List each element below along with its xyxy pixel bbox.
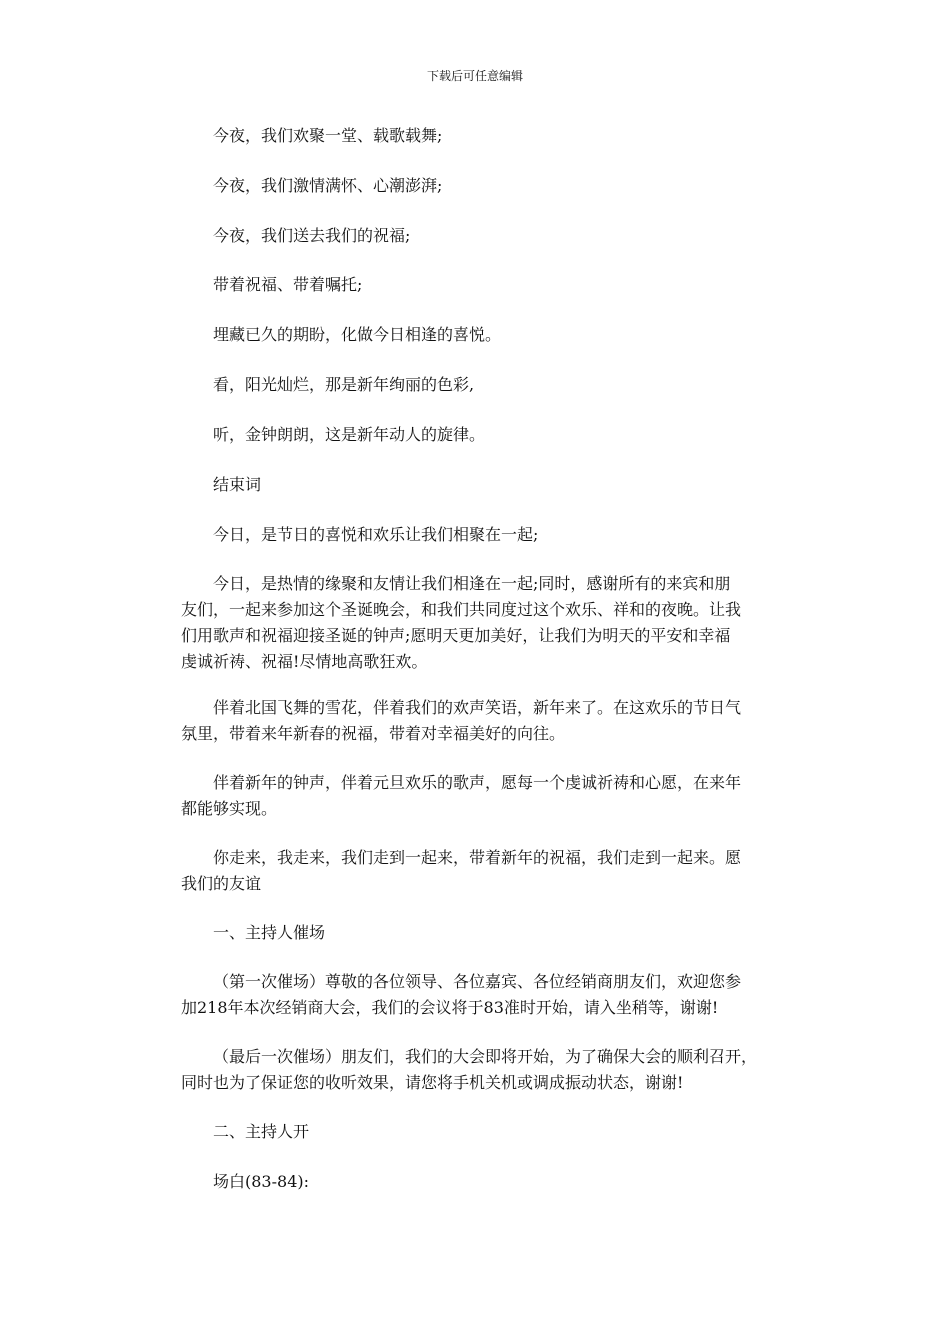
- text-line: 看，阳光灿烂，那是新年绚丽的色彩,: [213, 375, 475, 394]
- text-line: （最后一次催场）朋友们，我们的大会即将开始，为了确保大会的顺利召开，: [213, 1047, 758, 1066]
- paragraph-5: [181, 322, 781, 348]
- paragraph-11: [181, 695, 781, 747]
- paragraph-15: [181, 969, 781, 1021]
- text-line: 今夜，我们欢聚一堂、载歌载舞;: [213, 126, 443, 145]
- text-line: 场白(83-84):: [213, 1172, 310, 1191]
- text-line: （第一次催场）尊敬的各位领导、各位嘉宾、各位经销商朋友们，欢迎您参: [213, 972, 742, 991]
- text-line: 今夜，我们激情满怀、心潮澎湃;: [213, 176, 443, 195]
- section-heading-host-call: [181, 920, 781, 946]
- text-line: 伴着北国飞舞的雪花，伴着我们的欢声笑语，新年来了。在这欢乐的节日气: [213, 698, 742, 717]
- text-line: 加218年本次经销商大会，我们的会议将于83准时开始，请入坐稍等，谢谢!: [181, 998, 719, 1017]
- text-line: 我们的友谊: [181, 874, 262, 893]
- text-line: 同时也为了保证您的收听效果，请您将手机关机或调成振动状态，谢谢!: [181, 1073, 684, 1092]
- text-line: 今日，是节日的喜悦和欢乐让我们相聚在一起;: [213, 525, 539, 544]
- paragraph-9: [181, 522, 781, 548]
- paragraph-13: [181, 845, 781, 897]
- text-line: 带着祝福、带着嘱托;: [213, 275, 363, 294]
- text-line: 伴着新年的钟声，伴着元旦欢乐的歌声，愿每一个虔诚祈祷和心愿，在来年: [213, 773, 742, 792]
- text-line: 今夜，我们送去我们的祝福;: [213, 226, 411, 245]
- text-line: 们用歌声和祝福迎接圣诞的钟声;愿明天更加美好，让我们为明天的平安和幸福: [181, 626, 731, 645]
- text-line: 虔诚祈祷、祝福!尽情地高歌狂欢。: [181, 652, 428, 671]
- paragraph-3: [181, 223, 781, 249]
- text-line: 今日，是热情的缘聚和友情让我们相逢在一起;同时，感谢所有的来宾和朋: [213, 574, 731, 593]
- paragraph-18: [181, 1169, 781, 1195]
- paragraph-10: [181, 571, 781, 675]
- paragraph-7: [181, 422, 781, 448]
- text-line: 埋藏已久的期盼，化做今日相逢的喜悦。: [213, 325, 502, 344]
- section-heading-closing: [181, 472, 781, 498]
- text-line: 氛里，带着来年新春的祝福，带着对幸福美好的向往。: [181, 724, 566, 743]
- text-line: 都能够实现。: [181, 799, 278, 818]
- text-line: 结束词: [213, 475, 262, 494]
- text-line: 听，金钟朗朗，这是新年动人的旋律。: [213, 425, 486, 444]
- text-line: 你走来，我走来，我们走到一起来，带着新年的祝福，我们走到一起来。愿: [213, 848, 742, 867]
- paragraph-16: [181, 1044, 781, 1096]
- text-line: 二、主持人开: [213, 1122, 310, 1141]
- paragraph-4: [181, 272, 781, 298]
- section-heading-host-opening: [181, 1119, 781, 1145]
- page-header: 下载后可任意编辑: [426, 69, 523, 83]
- text-line: 一、主持人催场: [213, 923, 326, 942]
- text-line: 友们，一起来参加这个圣诞晚会，和我们共同度过这个欢乐、祥和的夜晚。让我: [181, 600, 742, 619]
- paragraph-1: [181, 123, 781, 149]
- paragraph-6: [181, 372, 781, 398]
- paragraph-2: [181, 173, 781, 199]
- paragraph-12: [181, 770, 781, 822]
